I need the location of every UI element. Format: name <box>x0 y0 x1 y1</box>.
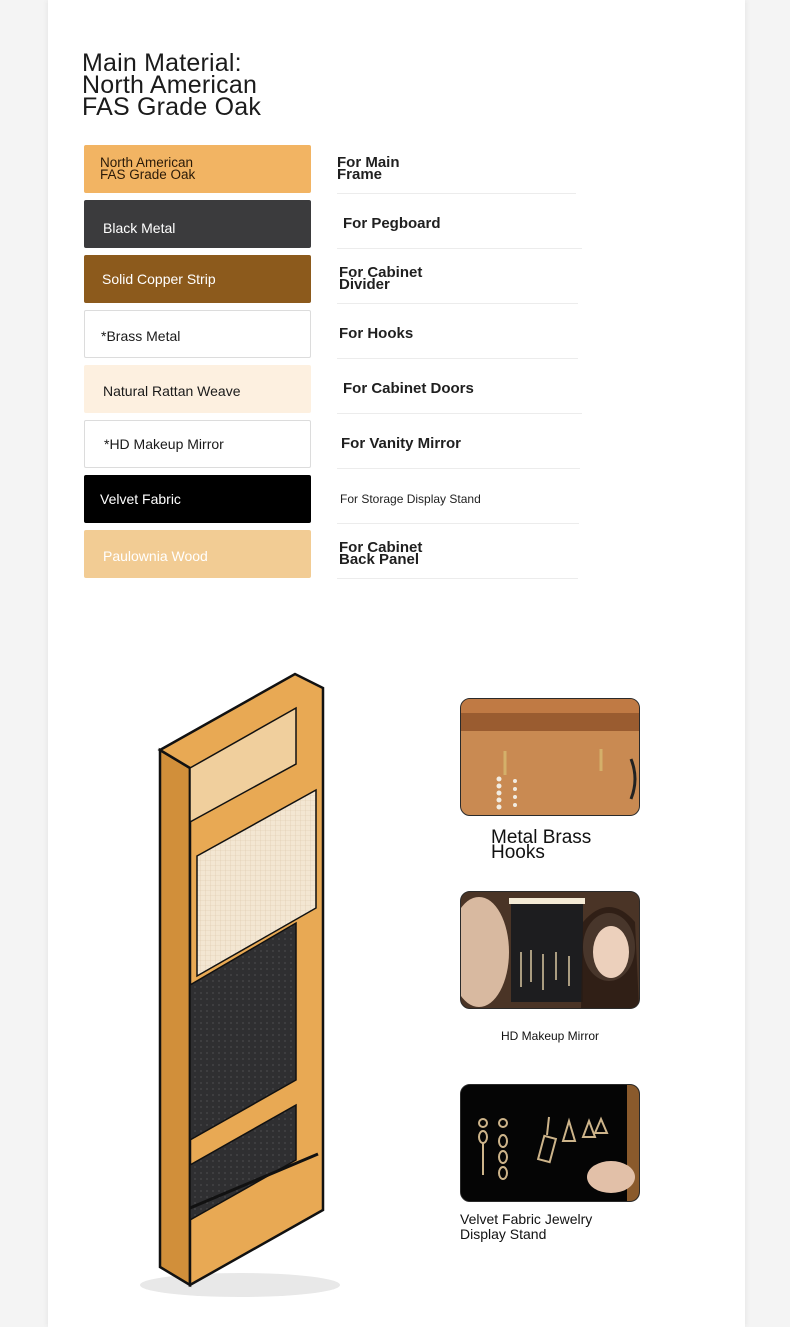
material-use <box>337 475 579 524</box>
material-use-label: For Main Frame <box>337 154 400 183</box>
material-use <box>337 255 578 304</box>
material-swatch <box>84 530 311 578</box>
material-row <box>84 200 576 249</box>
material-use <box>337 200 582 249</box>
material-row <box>84 475 576 524</box>
material-name: *Brass Metal <box>101 328 181 344</box>
material-name: Solid Copper Strip <box>102 271 216 287</box>
materials-table <box>84 145 576 585</box>
title-line-3: FAS Grade Oak <box>82 93 262 121</box>
material-name: North American FAS Grade Oak <box>100 155 196 182</box>
material-name: Natural Rattan Weave <box>103 383 241 399</box>
feature-caption: Metal Brass Hooks <box>491 827 592 863</box>
feature-makeup-mirror <box>460 891 640 1043</box>
material-row <box>84 530 576 579</box>
material-use <box>337 145 576 194</box>
material-use <box>337 365 582 414</box>
material-swatch <box>84 310 311 358</box>
feature-velvet-stand <box>460 1084 640 1242</box>
material-use-label: For Storage Display Stand <box>340 492 481 506</box>
material-use <box>337 310 578 359</box>
material-swatch <box>84 200 311 248</box>
material-use <box>337 530 578 579</box>
brass-hooks-photo-icon <box>460 698 640 816</box>
material-row <box>84 310 576 359</box>
material-swatch <box>84 365 311 413</box>
material-use-label: For Cabinet Back Panel <box>339 539 423 568</box>
title-line-1: Main Material: <box>82 49 242 77</box>
material-name: Black Metal <box>103 220 176 236</box>
material-use <box>337 420 580 469</box>
material-swatch <box>84 145 311 193</box>
material-row <box>84 365 576 414</box>
feature-caption: HD Makeup Mirror <box>500 1029 599 1043</box>
material-swatch <box>84 255 311 303</box>
page-title <box>82 49 262 121</box>
material-name: Velvet Fabric <box>100 491 181 507</box>
material-swatch <box>84 420 311 468</box>
material-row <box>84 420 576 469</box>
material-use-label: For Cabinet Divider <box>339 264 423 293</box>
material-row <box>84 145 576 194</box>
velvet-display-photo-icon <box>460 1084 640 1202</box>
makeup-mirror-photo-icon <box>460 891 640 1009</box>
material-name: *HD Makeup Mirror <box>104 436 224 452</box>
feature-caption: Velvet Fabric Jewelry Display Stand <box>460 1211 593 1242</box>
cabinet-illustration <box>120 660 340 1310</box>
material-use-label: For Hooks <box>339 325 414 342</box>
material-row <box>84 255 576 304</box>
feature-brass-hooks <box>460 698 640 863</box>
material-swatch <box>84 475 311 523</box>
title-line-2: North American <box>82 71 258 99</box>
material-use-label: For Vanity Mirror <box>341 435 462 452</box>
material-name: Paulownia Wood <box>103 548 208 564</box>
material-use-label: For Cabinet Doors <box>343 380 474 397</box>
material-use-label: For Pegboard <box>343 215 441 232</box>
